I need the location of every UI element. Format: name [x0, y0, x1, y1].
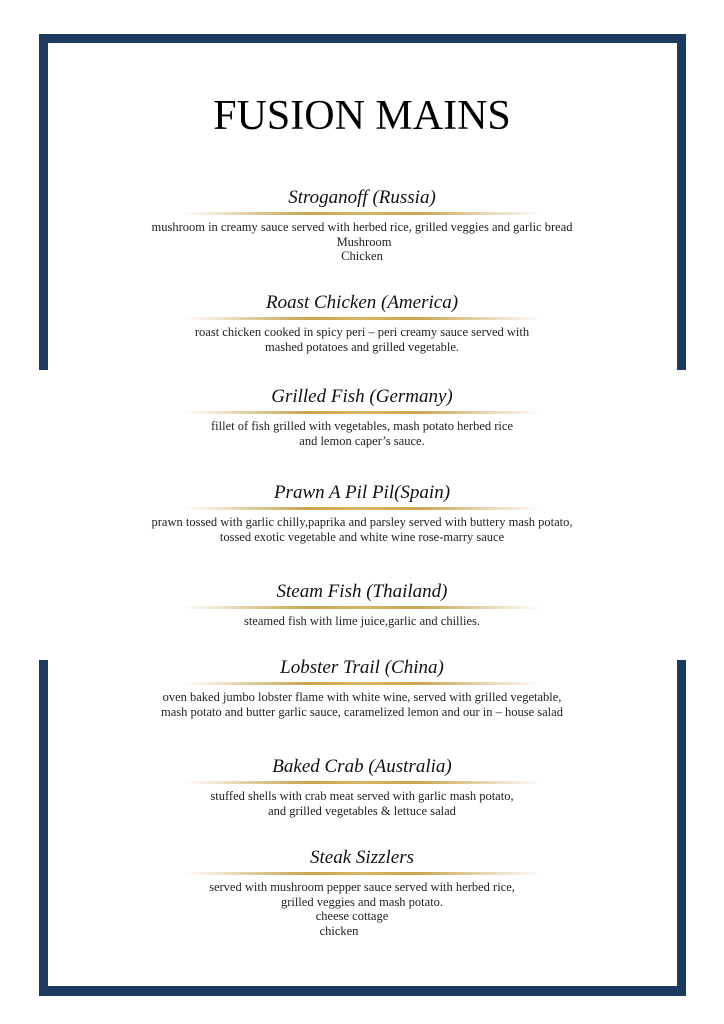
gold-divider	[182, 872, 542, 875]
dish-description: fillet of fish grilled with vegetables, mash potato herbed rice	[211, 419, 513, 433]
dish-description: prawn tossed with garlic chilly,paprika and parsley served with buttery mash potato,	[151, 515, 573, 529]
menu-item-prawn-pil-pil	[0, 482, 724, 544]
menu-item-baked-crab	[0, 756, 724, 818]
dish-option: Chicken	[341, 249, 383, 263]
menu-item-steam-fish	[0, 581, 724, 629]
dish-description: steamed fish with lime juice,garlic and chillies.	[243, 614, 481, 628]
page-title: FUSION MAINS	[213, 93, 511, 139]
dish-name: Lobster Trail (China)	[280, 657, 444, 678]
dish-option: cheese cottage	[315, 909, 389, 923]
frame-bottom-bar	[39, 986, 686, 996]
gold-divider	[182, 606, 542, 609]
gold-divider	[182, 317, 542, 320]
menu-item-steak-sizzlers	[0, 847, 724, 938]
dish-option: chicken	[319, 923, 359, 938]
menu-item-lobster-trail	[0, 657, 724, 719]
dish-description: and grilled vegetables & lettuce salad	[268, 803, 456, 818]
dish-name: Steak Sizzlers	[310, 847, 414, 868]
dish-name: Stroganoff (Russia)	[288, 187, 436, 208]
dish-description: grilled veggies and mash potato.	[280, 894, 444, 909]
dish-description: served with mushroom pepper sauce served with herbed rice,	[209, 880, 515, 894]
gold-divider	[182, 682, 542, 685]
menu-item-roast-chicken	[0, 292, 724, 354]
gold-divider	[182, 411, 542, 414]
dish-name: Grilled Fish (Germany)	[271, 386, 453, 407]
gold-divider	[182, 212, 542, 215]
menu-item-grilled-fish	[0, 386, 724, 448]
dish-description: mashed potatoes and grilled vegetable.	[264, 339, 460, 354]
dish-name: Prawn A Pil Pil(Spain)	[273, 482, 451, 503]
menu-item-stroganoff	[0, 187, 724, 264]
gold-divider	[182, 781, 542, 784]
dish-option: Mushroom	[336, 234, 392, 249]
dish-description: stuffed shells with crab meat served with garlic mash potato,	[210, 789, 514, 803]
dish-name: Roast Chicken (America)	[265, 292, 459, 313]
dish-description: mushroom in creamy sauce served with herbed rice, grilled veggies and garlic bread	[151, 220, 573, 234]
dish-description: tossed exotic vegetable and white wine rose-marry sauce	[219, 529, 505, 544]
frame-top-bar	[39, 34, 686, 43]
gold-divider	[182, 507, 542, 510]
dish-description: and lemon caper’s sauce.	[299, 433, 425, 448]
dish-description: oven baked jumbo lobster flame with white wine, served with grilled vegetable,	[162, 690, 562, 704]
dish-description: mash potato and butter garlic sauce, caramelized lemon and our in – house salad	[161, 704, 563, 719]
dish-name: Steam Fish (Thailand)	[276, 581, 448, 602]
dish-name: Baked Crab (Australia)	[272, 756, 452, 777]
dish-description: roast chicken cooked in spicy peri – peri creamy sauce served with	[194, 325, 530, 339]
